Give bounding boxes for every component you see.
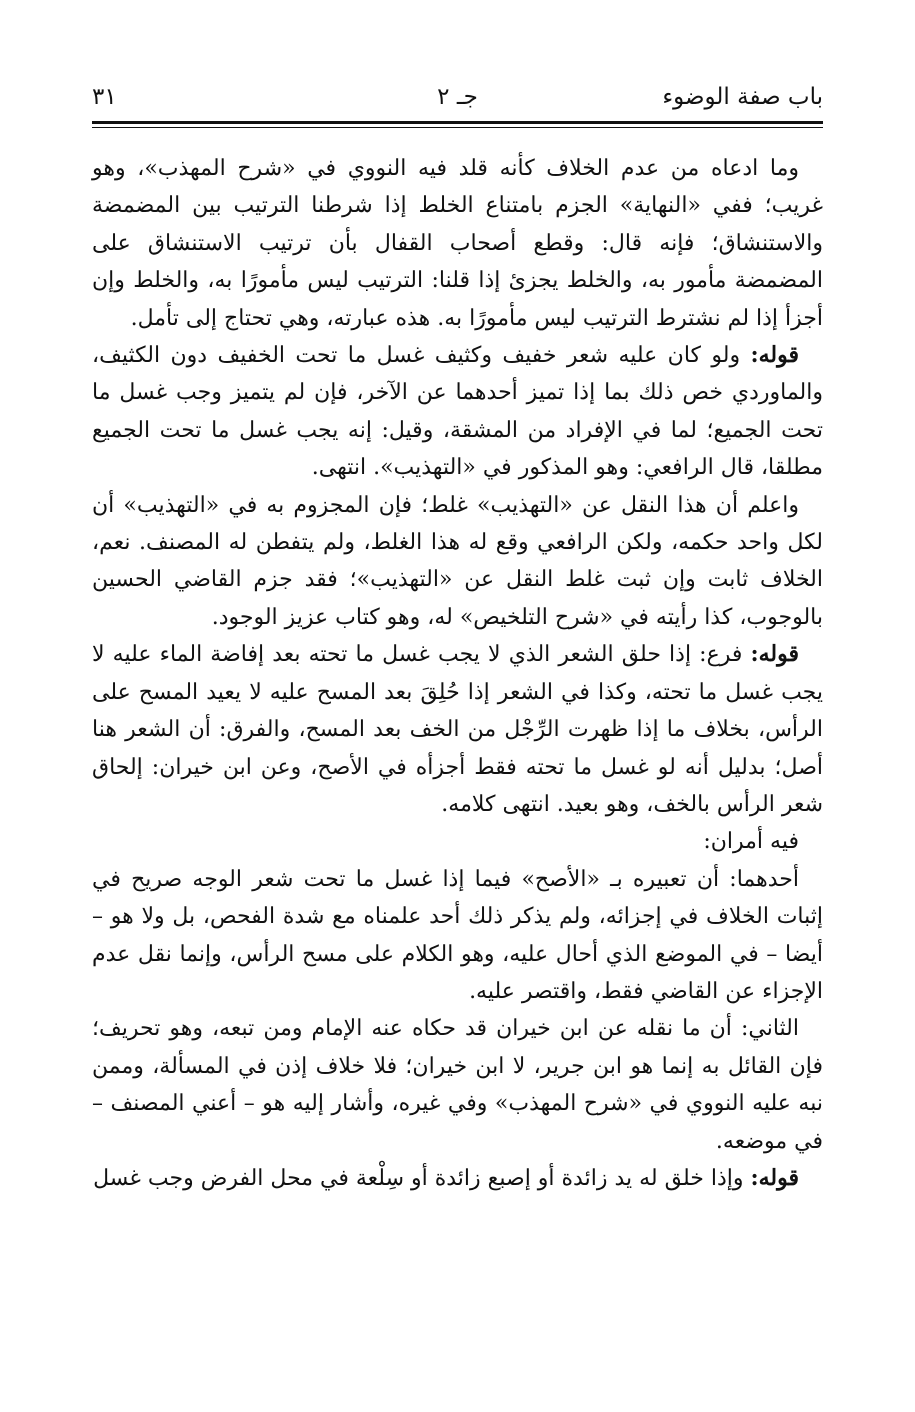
body-text [92, 150, 823, 1197]
header-rule-thick [92, 121, 823, 124]
paragraph [92, 636, 823, 823]
paragraph [92, 823, 823, 860]
paragraph-text: الثاني: أن ما نقله عن ابن خيران قد حكاه عنه الإمام ومن تبعه، وهو تحريف؛ فإن القائل به إنما هو ابن جرير، لا ابن خيران؛ فلا خلاف إذن في المسألة، وممن نبه عليه النووي في «شرح المهذب» وفي غيره، وأشار إليه هو – أعني المصنف – في موضعه. [92, 1016, 823, 1154]
paragraph [92, 1160, 823, 1197]
paragraph-text: ولو كان عليه شعر خفيف وكثيف غسل ما تحت الخفيف دون الكثيف، والماوردي خص ذلك بما إذا تميز أحدهما عن الآخر، فإن لم يتميز وجب غسل ما تحت الجميع؛ لما في الإفراد من المشقة، وقيل: إنه يجب غسل ما تحت الجميع مطلقا، قال الرافعي: وهو المذكور في «التهذيب». انتهى. [92, 343, 823, 481]
paragraph-text: وما ادعاه من عدم الخلاف كأنه قلد فيه النووي في «شرح المهذب»، وهو غريب؛ ففي «النهاية» الجزم بامتناع الخلط إذا شرطنا الترتيب بين المضمضة والاستنشاق؛ فإنه قال: وقطع أصحاب القفال بأن ترتيب الاستنشاق على المضمضة مأمور به، والخلط يجزئ إذا قلنا: الترتيب ليس مأمورًا به، والخلط وإن أجزأ إذا لم نشترط الترتيب ليس مأمورًا به. هذه عبارته، وهي تحتاج إلى تأمل. [92, 156, 823, 331]
paragraph-lead: قوله: [750, 342, 799, 369]
paragraph [92, 1010, 823, 1160]
paragraph-text: أحدهما: أن تعبيره بـ «الأصح» فيما إذا غسل ما تحت شعر الوجه صريح في إثبات الخلاف في إجزائه، ولم يذكر ذلك أحد علمناه مع شدة الفحص، بل ولا هو – أيضا – في الموضع الذي أحال عليه، وهو الكلام على مسح الرأس، وإنما نقل عدم الإجزاء عن القاضي فقط، واقتصر عليه. [92, 866, 823, 1004]
header-rule-thin [92, 127, 823, 128]
paragraph [92, 337, 823, 487]
running-header [92, 82, 823, 118]
paragraph-text: وإذا خلق له يد زائدة أو إصبع زائدة أو سِلْعة في محل الفرض وجب غسل [93, 1165, 751, 1191]
paragraph [92, 150, 823, 337]
page-number: ٣١ [92, 84, 117, 110]
paragraph-text: فيه أمران: [703, 829, 799, 855]
volume-label: جـ ٢ [437, 84, 478, 110]
paragraph [92, 487, 823, 637]
paragraph-lead: قوله: [750, 641, 799, 668]
chapter-title: باب صفة الوضوء [662, 84, 823, 110]
paragraph-lead: قوله: [750, 1164, 799, 1191]
paragraph-text: واعلم أن هذا النقل عن «التهذيب» غلط؛ فإن المجزوم به في «التهذيب» أن لكل واحد حكمه، ولكن الرافعي وقع له هذا الغلط، ولم يتفطن له المصنف. نعم، الخلاف ثابت وإن ثبت غلط النقل عن «التهذيب»؛ فقد جزم القاضي الحسين بالوجوب، كذا رأيته في «شرح التلخيص» له، وهو كتاب عزيز الوجود. [92, 492, 823, 630]
paragraph-text: فرع: إذا حلق الشعر الذي لا يجب غسل ما تحته بعد إفاضة الماء عليه لا يجب غسل ما تحته، وكذا في الشعر إذا حُلِقَ بعد المسح عليه لا يعيد المسح على الرأس، بخلاف ما إذا ظهرت الرِّجْل من الخف بعد المسح، والفرق: أن الشعر هنا أصل؛ بدليل أنه لو غسل ما تحته فقط أجزأه في الأصح، وعن ابن خيران: إلحاق شعر الرأس بالخف، وهو بعيد. انتهى كلامه. [92, 642, 823, 817]
paragraph [92, 861, 823, 1011]
